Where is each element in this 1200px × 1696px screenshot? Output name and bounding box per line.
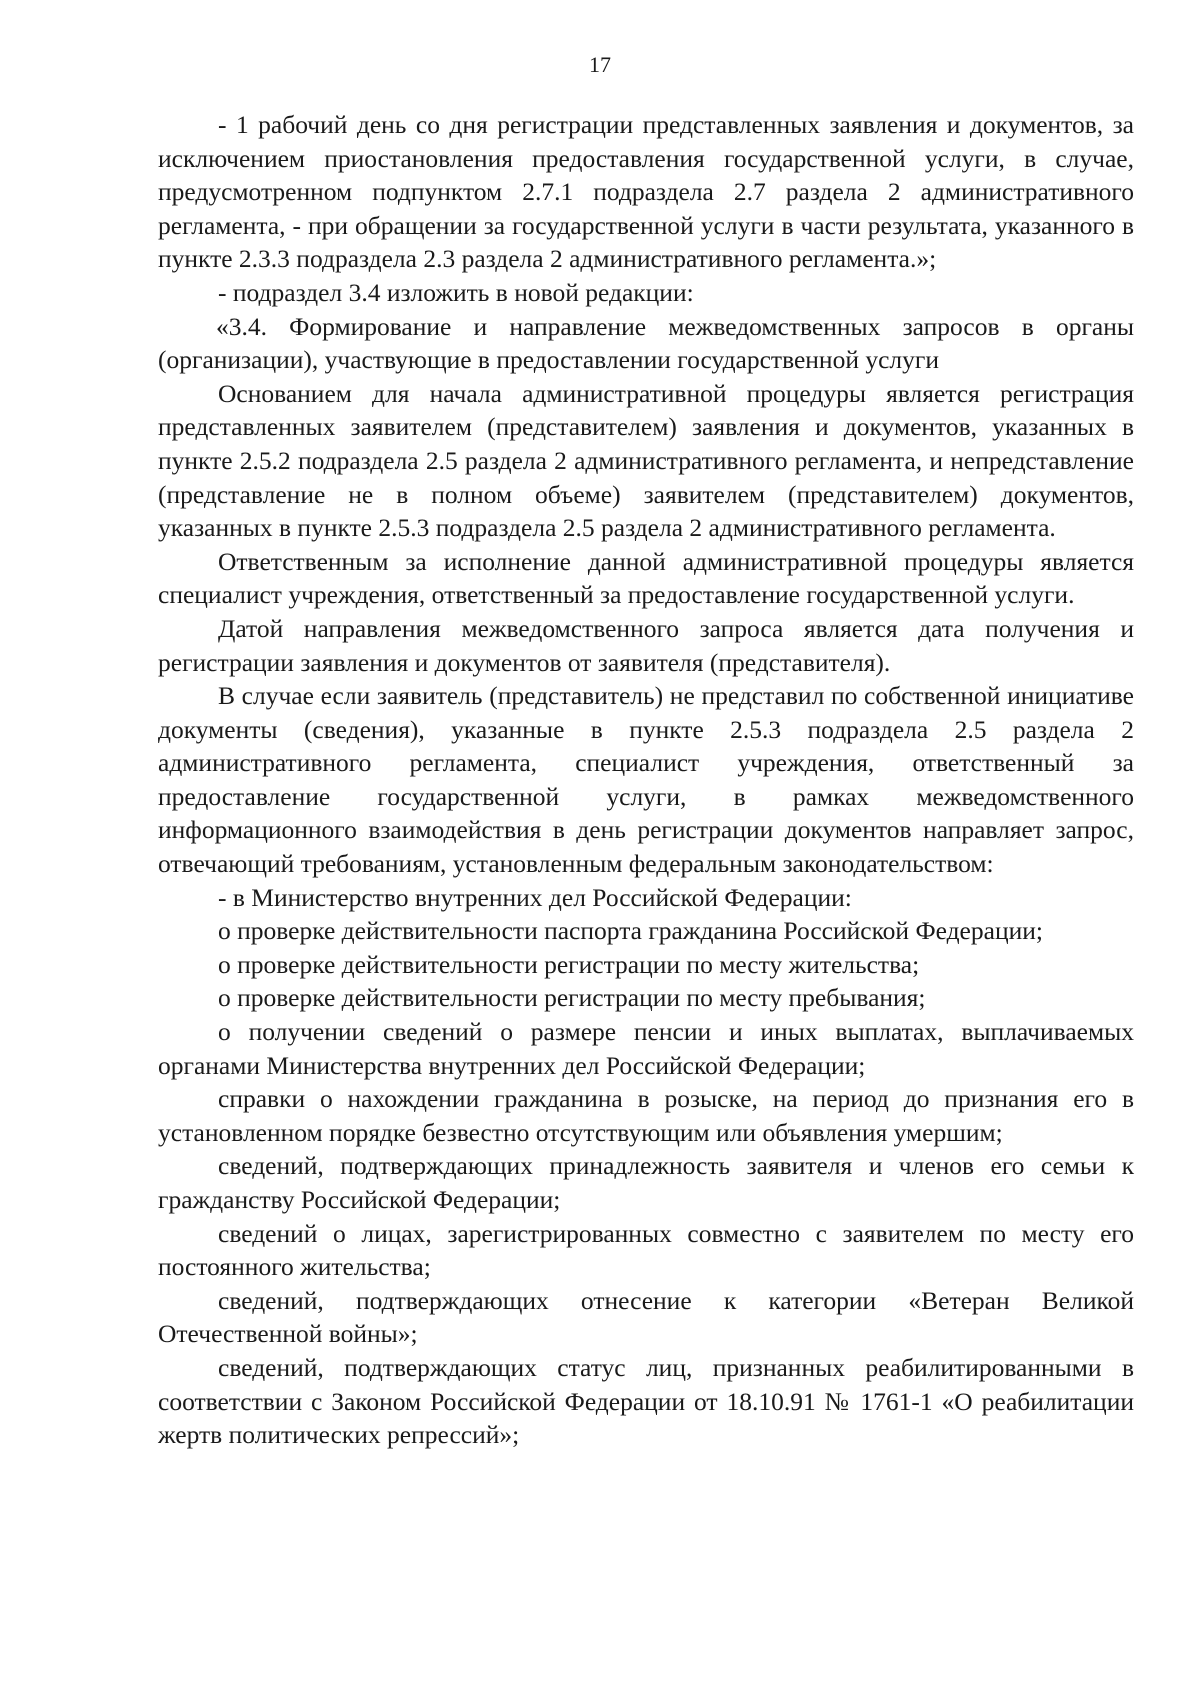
list-item: о проверке действительности регистрации по месту пребывания;	[218, 983, 926, 1013]
list-item: сведений, подтверждающих статус лиц, признанных реабилитированными в соответствии с Законом Российской Федерации от 18.10.91 № 1761-1 «О реабилитации жертв политических репрессий»;	[158, 1352, 1134, 1450]
document-body	[158, 108, 1134, 1452]
paragraph-responsible: Ответственным за исполнение данной административной процедуры является специалист учреждения, ответственный за предоставление государственной услуги.	[158, 546, 1134, 610]
paragraph-basis: Основанием для начала административной процедуры является регистрация представленных заявителем (представителем) заявления и документов, указанных в пункте 2.5.2 подраздела 2.5 раздела 2 административного регламента, и непредставление (представление не в полном объеме) заявителем (представителем) документов, указанных в пункте 2.5.3 подраздела 2.5 раздела 2 административного регламента.	[158, 378, 1134, 543]
page-number: 17	[589, 52, 611, 77]
section-heading-3-4: «3.4. Формирование и направление межведомственных запросов в органы (организации), участвующие в предоставлении государственной услуги	[158, 311, 1134, 375]
list-item: о получении сведений о размере пенсии и иных выплатах, выплачиваемых органами Министерства внутренних дел Российской Федерации;	[158, 1017, 1134, 1080]
list-item: о проверке действительности паспорта гражданина Российской Федерации;	[218, 916, 1043, 946]
list-intro-mvd: - в Министерство внутренних дел Российской Федерации:	[218, 882, 852, 912]
paragraph-new-edition-intro: - подраздел 3.4 изложить в новой редакции:	[218, 277, 694, 307]
list-item: о проверке действительности регистрации по месту жительства;	[218, 949, 920, 979]
list-item: сведений, подтверждающих принадлежность заявителя и членов его семьи к гражданству Российской Федерации;	[158, 1151, 1134, 1214]
list-item: сведений, подтверждающих отнесение к категории «Ветеран Великой Отечественной войны»;	[158, 1285, 1134, 1349]
list-item: справки о нахождении гражданина в розыске, на период до признания его в установленном порядке безвестно отсутствующим или объявления умершим;	[158, 1084, 1134, 1147]
paragraph-request-date: Датой направления межведомственного запроса является дата получения и регистрации заявления и документов от заявителя (представителя).	[158, 613, 1134, 677]
paragraph-deadline: - 1 рабочий день со дня регистрации представленных заявления и документов, за исключением приостановления предоставления государственной услуги, в случае, предусмотренном подпунктом 2.7.1 подраздела 2.7 раздела 2 административного регламента, - при обращении за государственной услуги в части результата, указанного в пункте 2.3.3 подраздела 2.3 раздела 2 административного регламента.»;	[158, 110, 1134, 274]
paragraph-request-case: В случае если заявитель (представитель) не представил по собственной инициативе документы (сведения), указанные в пункте 2.5.3 подраздела 2.5 раздела 2 административного регламента, специалист учреждения, ответственный за предоставление государственной услуги, в рамках межведомственного информационного взаимодействия в день регистрации документов направляет запрос, отвечающий требованиям, установленным федеральным законодательством:	[158, 681, 1134, 879]
list-item: сведений о лицах, зарегистрированных совместно с заявителем по месту его постоянного жительства;	[158, 1218, 1134, 1282]
